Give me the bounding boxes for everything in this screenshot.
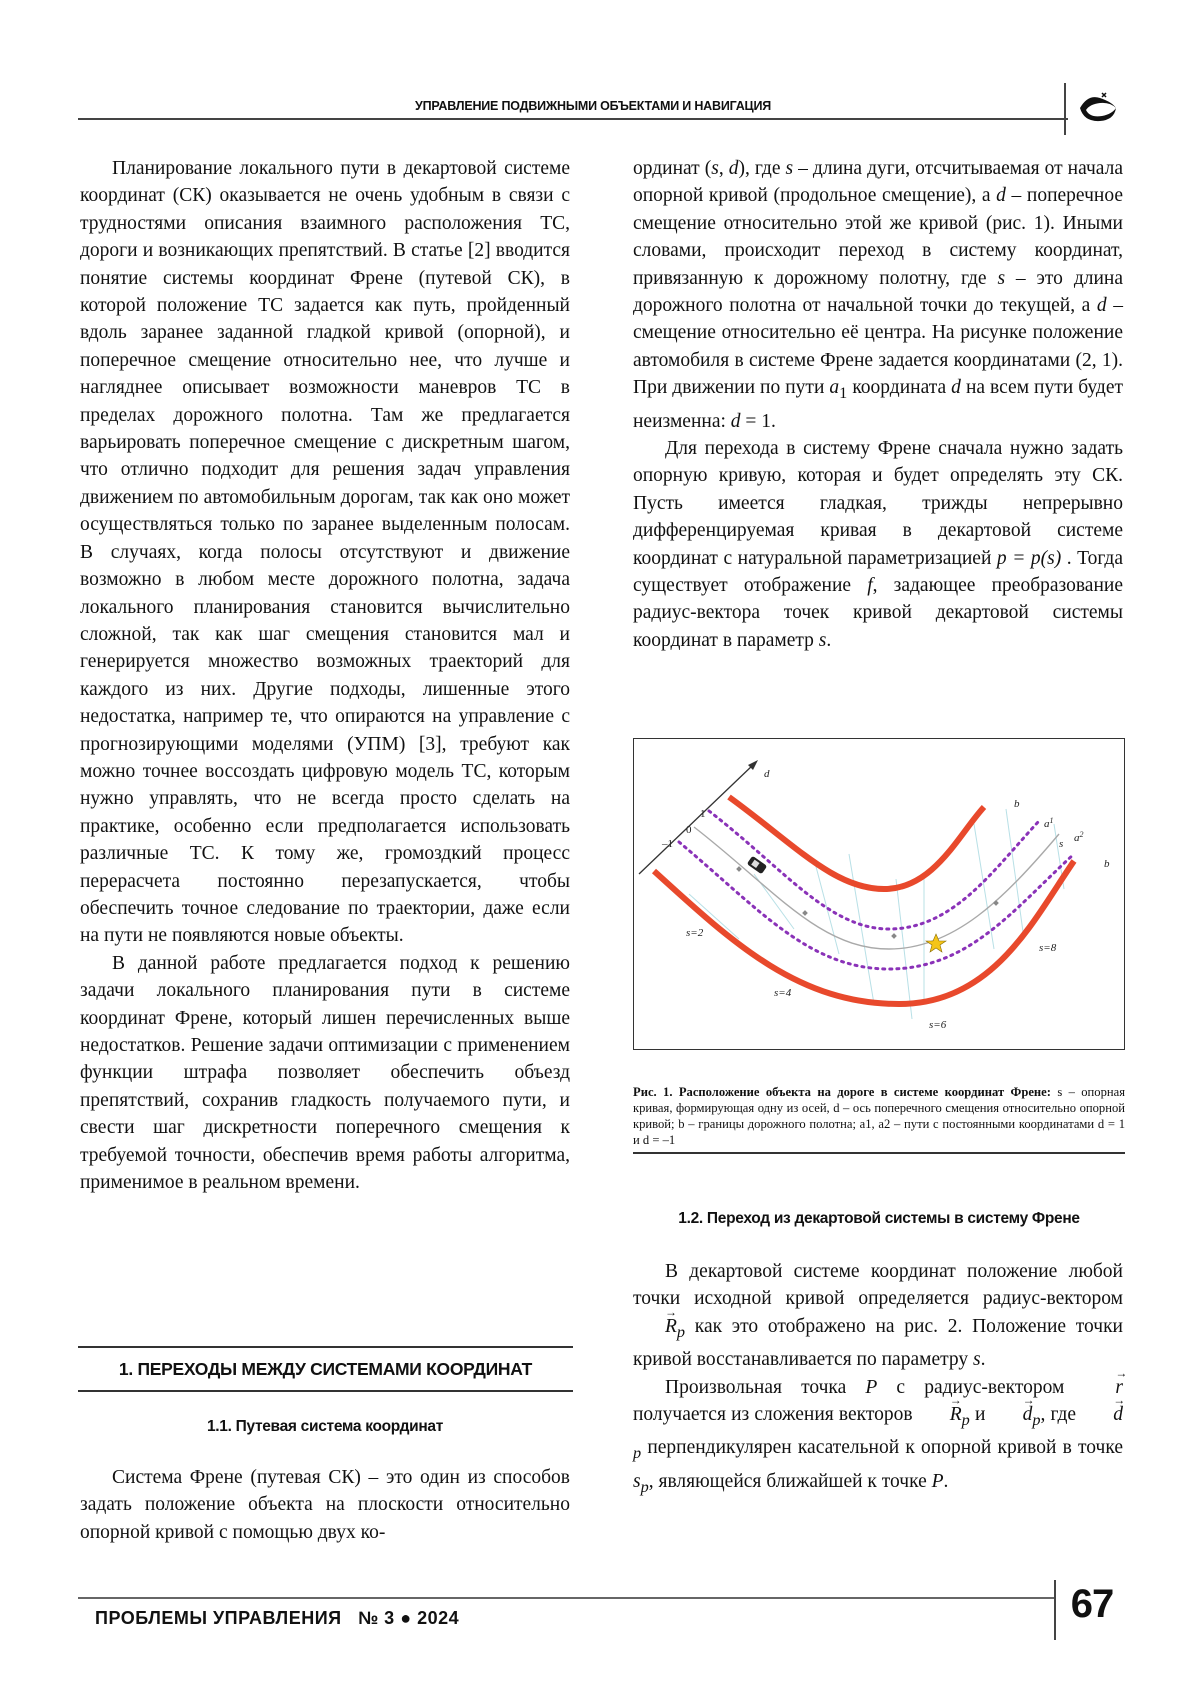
journal-logo-icon — [1072, 88, 1122, 128]
paragraph: Система Френе (путевая СК) – это один из способов задать положение объекта на плоскости относительно опорной кривой с помощью двух ко- — [80, 1467, 570, 1543]
footer-divider — [78, 1597, 1054, 1599]
paragraph: ординат (s, d), где s – длина дуги, отсчитываемая от начала опорной кривой (продольное смещение), а d – поперечное смещение относительно этой же кривой (рис. 1). Иными словами, происходит переход в систему координат, привязанную к дорожному полотну, где s – это длина дорожного полотна от начальной точки до текущей, а d – смещение относительно её центра. На рисунке положение автомобиля в системе Френе задается координатами (2, 1). При движении по пути $a_1$ координата d на всем пути будет неизменна: d = 1. — [633, 158, 1124, 432]
frenet-diagram — [634, 739, 1123, 1048]
road-boundary-bottom — [654, 861, 1074, 1004]
journal-name: ПРОБЛЕМЫ УПРАВЛЕНИЯ — [95, 1608, 342, 1628]
footer-vertical-divider — [1054, 1580, 1056, 1640]
label-s8: s=8 — [1039, 942, 1057, 954]
subsection-heading: 1.1. Путевая система координат — [206, 1418, 444, 1435]
paragraph: В декартовой системе координат положение любой точки исходной кривой определяется радиус-вектором → $R_p$ как это отображено на рис. 2. Положение точки кривой восстанавливается по параметру s. — [633, 1258, 1123, 1374]
formula: p = p(s) — [996, 547, 1062, 569]
label-d-axis: d — [764, 768, 770, 780]
label-b-top: b — [1014, 798, 1020, 810]
section-heading: 1. ПЕРЕХОДЫ МЕЖДУ СИСТЕМАМИ КООРДИНАТ — [78, 1346, 573, 1392]
label-zero: 0 — [686, 824, 692, 836]
left-column-bottom — [80, 1464, 570, 1546]
subsection-heading-1-2: 1.2. Переход из декартовой системы в систему Френе — [678, 1210, 1080, 1227]
header-vertical-divider — [1064, 83, 1066, 135]
footer-journal — [95, 1608, 459, 1629]
header-divider — [78, 118, 1068, 120]
figure-caption: Рис. 1. Расположение объекта на дороге в системе координат Френе: s – опорная кривая, формирующая одну из осей, d – ось поперечного смещения относительно опорной кривой; b – границы дорожного полотна; a1, a2 – пути с постоянными координатами d = 1 и d = –1 — [633, 1084, 1125, 1154]
issue-year: 2024 — [417, 1608, 460, 1628]
label-a1: $a^1$ — [1044, 816, 1054, 830]
paragraph: Для перехода в систему Френе сначала нужно задать опорную кривую, которая и будет определять эту СК. Пусть имеется гладкая, трижды непрерывно дифференцируемая кривая в декартовой системе координат с натуральной параметризацией p = p(s) . Тогда существует отображение f, задающее преобразование радиус-вектора точек кривой декартовой системы координат в параметр s. — [633, 437, 1123, 651]
label-s-axis: s — [1059, 838, 1064, 850]
figure-1 — [633, 738, 1125, 1050]
label-one: 1 — [700, 808, 706, 820]
bullet-icon: ● — [400, 1608, 412, 1628]
label-minus-one: –1 — [662, 838, 673, 850]
page-number: 67 — [1070, 1582, 1114, 1626]
paragraph: Планирование локального пути в декартовой системе координат (СК) оказывается не очень удобным в связи с трудностями описания взаимного расположения ТС, дороги и возникающих препятствий. В статье [2] вводится понятие системы координат Френе (путевой СК), в которой положение ТС задается как путь, пройденный вдоль заранее заданной гладкой кривой (опорной), и поперечное смещение относительно нее, что лучше и нагляднее описывает возможности маневров ТС в пределах дорожного полотна. Там же предлагается варьировать поперечное смещение с дискретным шагом, что отлично подходит для решения задач управления движением по автомобильным дорогам, так как оно может осуществляться только по заранее выделенным полосам. В случаях, когда полосы отсутствуют и движение возможно в любом месте дорожного полотна, задача локального планирования становится вычислительно сложной, так как шаг смещения становится мал и генерируется множество возможных траекторий для каждого из них. Другие подходы, лишенные этого недостатка, например те, что опираются на управление с прогнозирующими моделями (УПМ) [3], требуют как можно точнее воссоздать цифровую модель ТС, которым нужно управлять, что не всегда просто сделать на практике, особенно если предполагается использовать различные ТС. К тому же, громоздкий процесс перерасчета постоянно перезапускается, чтобы обеспечить точное следование по траектории, даже если на пути не появляются новые объекты. — [80, 158, 570, 947]
label-s2: s=2 — [686, 927, 704, 939]
right-column — [633, 155, 1123, 654]
issue-number: № 3 — [358, 1608, 395, 1628]
label-b-right: b — [1104, 858, 1110, 870]
label-a2: $a^2$ — [1074, 830, 1084, 844]
paragraph: Произвольная точка P с радиус-вектором → r получается из сложения векторов → $R_p$ $и \to d_p$, где → $d_p$ перпендикулярен касательной к опорной кривой в точке $s_p$, являющейся ближайшей к точке P. — [633, 1374, 1123, 1501]
road-boundary-top — [729, 797, 984, 889]
label-s4: s=4 — [774, 987, 792, 999]
label-s6: s=6 — [929, 1019, 947, 1031]
normal-lines — [689, 809, 1064, 1019]
running-header: УПРАВЛЕНИЕ ПОДВИЖНЫМИ ОБЪЕКТАМИ И НАВИГАЦИЯ — [415, 99, 772, 113]
left-column — [80, 155, 570, 1196]
paragraph: В данной работе предлагается подход к решению задачи локального планирования пути в системе координат Френе, который лишен перечисленных выше недостатков. Решение задачи оптимизации с применением функции штрафа позволяет обеспечить объезд препятствий, сохранив гладкость получаемого пути, и свести шаг дискретности поперечного смещения к требуемой точности, обеспечив время работы алгоритма, применимое в реальном времени. — [80, 952, 570, 1194]
right-column-bottom — [633, 1258, 1123, 1501]
